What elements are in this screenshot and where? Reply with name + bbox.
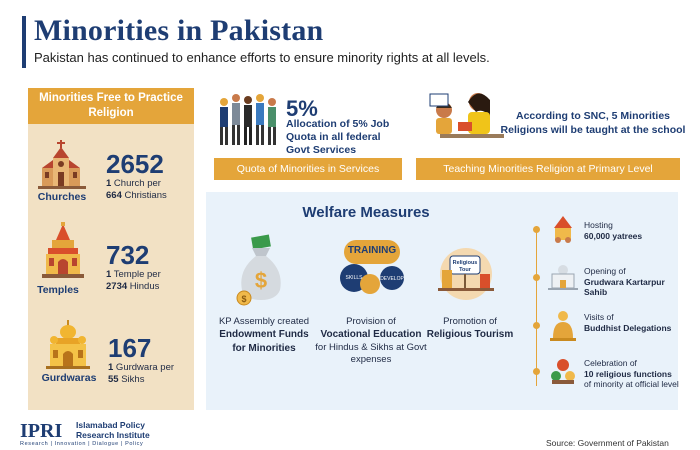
welfare-title: Welfare Measures — [302, 204, 430, 221]
gurdwara-icon — [46, 320, 90, 370]
churches-label: Churches — [37, 191, 87, 203]
churches-count: 2652 — [106, 149, 164, 179]
gurdwaras-ratio: 1 Gurdwara per 55 Sikhs — [108, 362, 175, 385]
quota-percent: 5% — [286, 96, 318, 121]
kartarpur-icon — [548, 262, 578, 292]
left-panel-heading: Minorities Free to Practice Religion — [28, 88, 194, 124]
church-icon — [38, 138, 94, 190]
develop-text: DEVELOP — [380, 276, 404, 282]
training-icon — [330, 236, 410, 302]
page-title: Minorities in Pakistan — [34, 14, 324, 47]
buddha-icon — [548, 308, 578, 342]
gurdwaras-count: 167 — [108, 333, 152, 363]
celebration-text: Celebration of 10 religious functions of minority at official level — [584, 358, 679, 390]
quota-description: Allocation of 5% Job Quota in all federal Govt Services — [286, 118, 390, 157]
celebration-icon — [548, 356, 578, 386]
bullet-dot — [533, 274, 540, 281]
quota-label: Quota of Minorities in Services — [214, 158, 402, 180]
title-accent-bar — [22, 16, 26, 68]
training-sign-text: TRAINING — [347, 245, 397, 256]
snc-description: According to SNC, 5 Minorities Religions will be taught at the school — [500, 110, 686, 136]
teacher-student-icon — [420, 86, 506, 152]
kartarpur-text: Opening of Grudwara Kartarpur Sahib — [584, 266, 665, 298]
yatrees-text: Hosting 60,000 yatrees — [584, 220, 643, 241]
religious-tour-icon — [434, 240, 498, 304]
buddhist-text: Visits of Buddhist Delegations — [584, 312, 672, 333]
temples-count: 732 — [106, 240, 150, 270]
source-note: Source: Government of Pakistan — [546, 438, 669, 448]
svg-text:$: $ — [254, 268, 268, 293]
bullet-dot — [533, 368, 540, 375]
bullet-dot — [533, 322, 540, 329]
bullet-dot — [533, 226, 540, 233]
snc-label: Teaching Minorities Religion at Primary Level — [416, 158, 680, 180]
tourism-bracket — [536, 226, 544, 386]
skills-text: SKILLS — [345, 275, 363, 281]
vocational-caption: Provision of Vocational Education for Hindus & Sikhs at Govt expenses — [315, 316, 427, 366]
gurdwaras-label: Gurdwaras — [41, 372, 97, 384]
tourism-caption: Promotion of Religious Tourism — [426, 316, 514, 341]
ipri-logo: IPRI — [20, 420, 63, 442]
svg-text:$: $ — [241, 294, 247, 304]
money-bag-icon — [234, 234, 288, 306]
temples-label: Temples — [37, 284, 79, 296]
page-subtitle: Pakistan has continued to enhance efforts to ensure minority rights at all levels. — [34, 50, 490, 65]
endowment-caption: KP Assembly created Endowment Funds for Minorities — [218, 316, 310, 354]
yatree-icon — [548, 214, 578, 244]
tour-board-text: Religious Tour — [452, 260, 478, 273]
churches-ratio: 1 Church per 664 Christians — [106, 178, 167, 201]
temples-ratio: 1 Temple per 2734 Hindus — [106, 269, 161, 292]
temple-icon — [40, 222, 86, 280]
ipri-tagline: Research | Innovation | Dialogue | Policy — [20, 441, 144, 447]
workers-group-icon — [214, 88, 284, 152]
ipri-org-name: Islamabad Policy Research Institute — [76, 420, 150, 440]
